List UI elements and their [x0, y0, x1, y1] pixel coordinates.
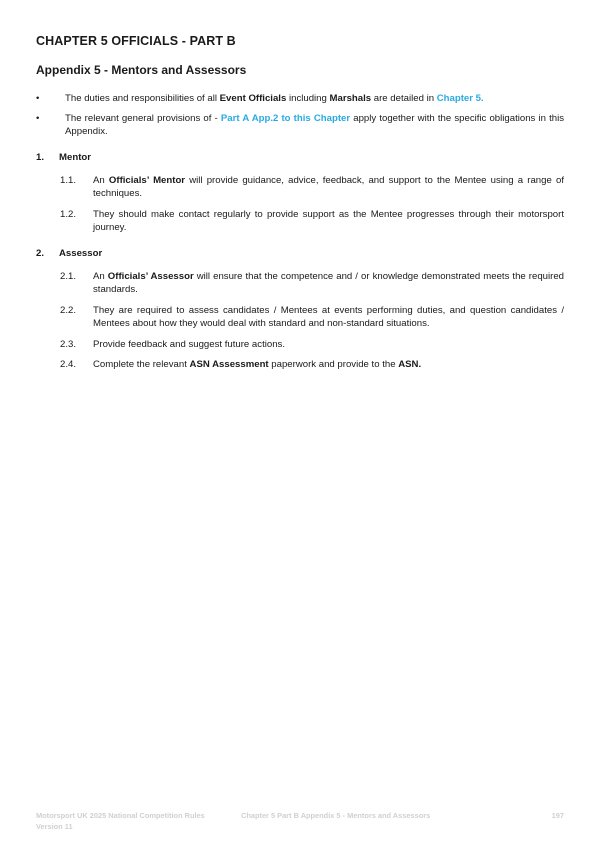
section-title: Mentor — [59, 152, 91, 163]
page-number: 197 — [551, 811, 564, 820]
clause-number: 1.2. — [60, 209, 77, 220]
chapter-5-link[interactable]: Chapter 5. — [436, 93, 484, 104]
intro-bullet — [36, 92, 564, 105]
clause-number: 1.1. — [60, 175, 77, 186]
clause-number: 2.3. — [60, 339, 77, 350]
footer-version: Version 11 — [36, 821, 73, 831]
clause-1-1 — [60, 174, 564, 201]
footer-publication-block — [36, 811, 205, 832]
section-number: 2. — [36, 248, 45, 259]
appendix-title: Appendix 5 - Mentors and Assessors — [36, 63, 247, 77]
bullet-text: The relevant general provisions of - Part A App.2 to this Chapter apply together with the specific obligations in this Appendix. — [65, 113, 565, 138]
footer-section: Chapter 5 Part B Appendix 5 - Mentors and Assessors — [241, 811, 431, 820]
bullet-marker: • — [36, 93, 40, 104]
clause-text: An Officials’ Mentor will provide guidance, advice, feedback, and support to the Mentee using a range of techniques. — [93, 175, 564, 200]
section-number: 1. — [36, 152, 45, 163]
clause-text: An Officials’ Assessor will ensure that the competence and / or knowledge demonstrated meets the required standards. — [93, 271, 565, 296]
intro-bullet — [36, 112, 564, 139]
clause-text: They should make contact regularly to provide support as the Mentee progresses through their motorsport journey. — [93, 209, 564, 234]
clause-number: 2.1. — [60, 271, 77, 282]
part-a-app2-link[interactable]: Part A App.2 to this Chapter — [220, 113, 351, 124]
clause-2-1 — [60, 270, 564, 297]
bullet-text: The duties and responsibilities of all Event Officials including Marshals are detailed in Chapter 5. — [65, 93, 484, 104]
bullet-marker: • — [36, 113, 40, 124]
clause-2-3 — [60, 338, 564, 351]
footer-publication: Motorsport UK 2025 National Competition Rules — [36, 811, 205, 820]
chapter-title: CHAPTER 5 OFFICIALS - PART B — [36, 34, 236, 48]
clause-2-2 — [60, 304, 564, 331]
clause-text: Complete the relevant ASN Assessment paperwork and provide to the ASN. — [93, 359, 422, 370]
section-title: Assessor — [59, 248, 103, 259]
clause-text: They are required to assess candidates / Mentees at events performing duties, and question candidates / Mentees about how they would deal with standard and non-standard situations. — [93, 305, 564, 330]
clause-text: Provide feedback and suggest future actions. — [93, 339, 285, 350]
clause-number: 2.4. — [60, 359, 77, 370]
clause-1-2 — [60, 208, 564, 235]
clause-2-4 — [60, 358, 564, 371]
clause-number: 2.2. — [60, 305, 77, 316]
